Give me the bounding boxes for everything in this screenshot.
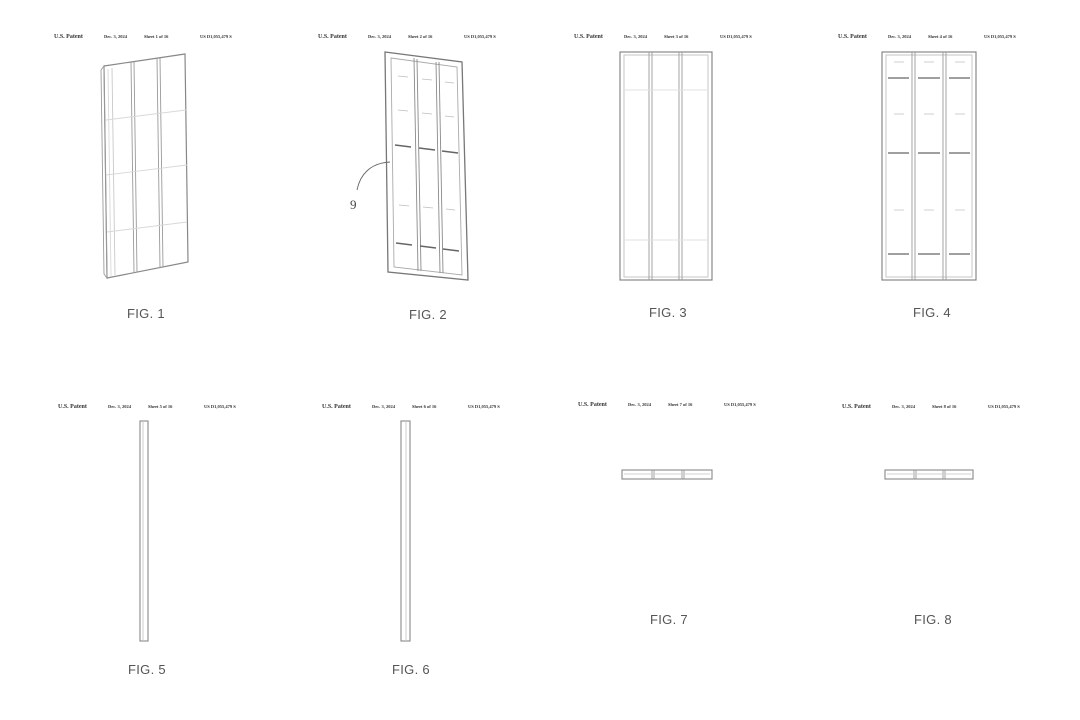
header-patent: U.S. Patent [838, 34, 867, 40]
header-sheet: Sheet 3 of 16 [664, 34, 689, 39]
patent-sheet-5 [0, 360, 270, 720]
header-patent-number: US D1,055,479 S [988, 404, 1020, 409]
header-sheet: Sheet 8 of 16 [932, 404, 957, 409]
patent-sheet-8 [810, 360, 1080, 720]
header-patent: U.S. Patent [578, 402, 607, 408]
header-patent-number: US D1,055,479 S [200, 34, 232, 39]
header-patent: U.S. Patent [322, 404, 351, 410]
patent-sheet-3 [540, 0, 810, 360]
header-sheet: Sheet 5 of 16 [148, 404, 173, 409]
header-date: Dec. 3, 2024 [108, 404, 131, 409]
patent-sheet-2 [270, 0, 540, 360]
figure-label: FIG. 6 [392, 662, 430, 677]
header-sheet: Sheet 7 of 16 [668, 402, 693, 407]
header-patent: U.S. Patent [842, 404, 871, 410]
header-sheet: Sheet 2 of 16 [408, 34, 433, 39]
patent-sheet-4 [810, 0, 1080, 360]
figure-label: FIG. 8 [914, 612, 952, 627]
header-date: Dec. 3, 2024 [888, 34, 911, 39]
fig-2-drawing [270, 0, 540, 360]
reference-numeral: 9 [350, 197, 357, 212]
header-patent-number: US D1,055,479 S [720, 34, 752, 39]
header-patent-number: US D1,055,479 S [468, 404, 500, 409]
header-patent-number: US D1,055,479 S [724, 402, 756, 407]
header-patent-number: US D1,055,479 S [204, 404, 236, 409]
figure-label: FIG. 5 [128, 662, 166, 677]
figure-label: FIG. 4 [913, 305, 951, 320]
fig-7-drawing [540, 360, 810, 720]
patent-sheet-6 [270, 360, 540, 720]
header-sheet: Sheet 4 of 16 [928, 34, 953, 39]
fig-8-drawing [810, 360, 1080, 720]
figure-label: FIG. 7 [650, 612, 688, 627]
header-date: Dec. 3, 2024 [624, 34, 647, 39]
figure-label: FIG. 1 [127, 306, 165, 321]
header-patent: U.S. Patent [574, 34, 603, 40]
header-date: Dec. 3, 2024 [628, 402, 651, 407]
header-patent: U.S. Patent [58, 404, 87, 410]
header-sheet: Sheet 1 of 16 [144, 34, 169, 39]
figure-label: FIG. 2 [409, 307, 447, 322]
header-patent-number: US D1,055,479 S [984, 34, 1016, 39]
header-date: Dec. 3, 2024 [368, 34, 391, 39]
header-date: Dec. 3, 2024 [372, 404, 395, 409]
header-sheet: Sheet 6 of 16 [412, 404, 437, 409]
header-patent: U.S. Patent [318, 34, 347, 40]
header-patent: U.S. Patent [54, 34, 83, 40]
figure-label: FIG. 3 [649, 305, 687, 320]
patent-sheet-7 [540, 360, 810, 720]
header-patent-number: US D1,055,479 S [464, 34, 496, 39]
patent-sheet-1 [0, 0, 270, 360]
header-date: Dec. 3, 2024 [892, 404, 915, 409]
header-date: Dec. 3, 2024 [104, 34, 127, 39]
